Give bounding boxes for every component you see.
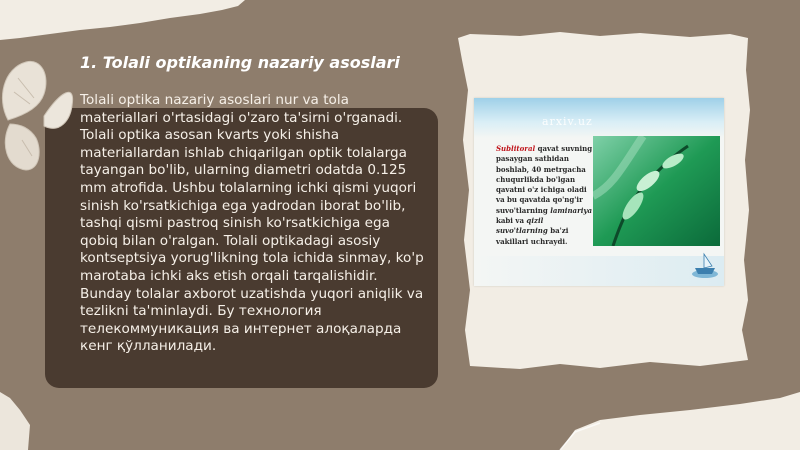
caption-part-1: qavat suvning pasaygan sathidan boshlab, 40 metrgacha chuqurlikda bo'lgan qavatni o'z ichiga oladi va bu qavatda qo'ng'ir suvo'tlarning (496, 144, 593, 215)
slide-title: 1. Tolali optikaning nazariy asoslari (80, 53, 400, 72)
body-text-cyrillic: Бу технология телекоммуникация ва интернет алоқаларда кенг қўлланилади. (80, 303, 402, 355)
caption-part-3: ba'zi vakillari uchraydi. (496, 226, 569, 246)
slide-caption-text (496, 144, 594, 247)
boat-logo-icon (690, 248, 720, 280)
watermark-text: arxiv.uz (542, 115, 593, 128)
body-text-latin: Tolali optika nazariy asoslari nur va tola materiallari o'rtasidagi o'zaro ta'sirni o'rganadi. Tolali optika asosan kvarts yoki shisha materiallardan ishlab chiqarilgan optik tolalarga tayangan bo'lib, ularning diametri odatda 0.125 mm atrofida. Ushbu tolalarning ichki qismi yuqori sinish ko'rsatkichiga ega yadrodan iborat bo'lib, tashqi qismi pastroq sinish ko'rsatkichiga ega qobiq bilan o'ralgan. Tolali optikadagi asosiy kontseptsiya yorug'likning tola ichida sinmay, ko'p marotaba ichki aks etish orqali tarqalishidir. Bunday tolalar axborot uzatishda yuqori aniqlik va tezlikni ta'minlaydi. (80, 92, 424, 320)
slide-footer-band (474, 256, 724, 286)
caption-italic-1: laminariya (550, 205, 593, 215)
caption-italic-2: qizil suvo'tlarning (496, 216, 548, 236)
slide-header-band (474, 98, 724, 138)
butterfly-icon (0, 58, 75, 178)
seaweed-photo (593, 136, 720, 246)
slide-body-text (80, 92, 425, 356)
caption-highlight-word: Sublitoral (496, 144, 536, 153)
caption-part-2: kabi va (496, 216, 524, 226)
embedded-slide-image (474, 98, 724, 286)
